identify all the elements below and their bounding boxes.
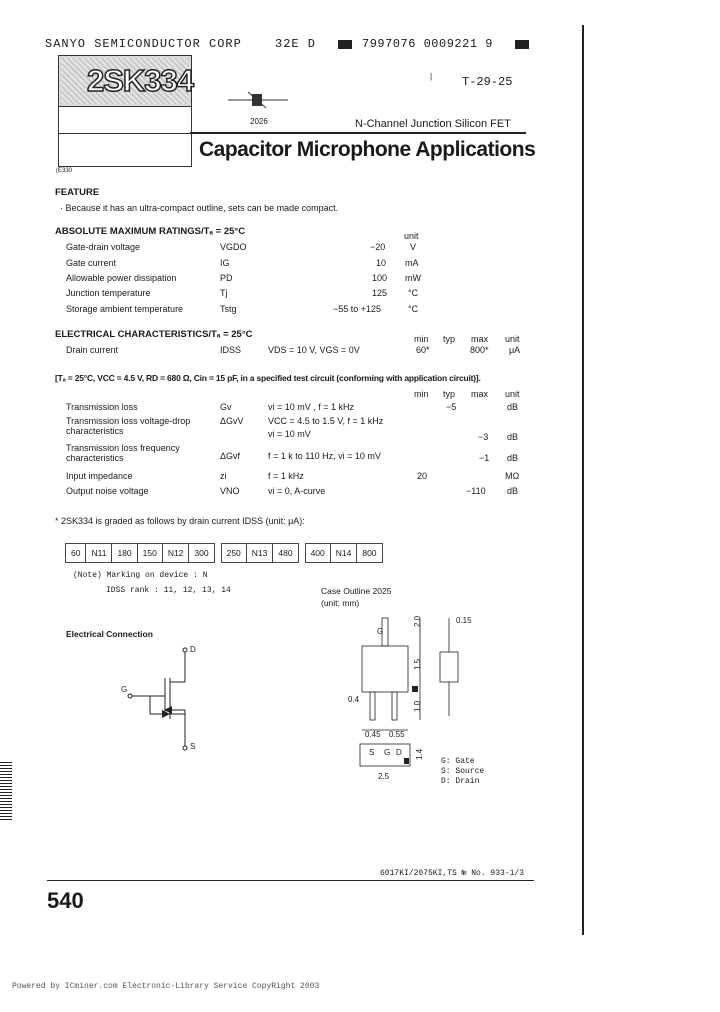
abs-max-row (0, 304, 720, 318)
feature-heading: FEATURE (55, 187, 100, 198)
value: 10 (376, 258, 387, 268)
condition: f = 1 kHz (268, 471, 304, 481)
rank-cell: 480 (273, 544, 298, 563)
rank-table (65, 543, 383, 563)
symbol: ΔGvf (220, 451, 241, 461)
min: 20 (417, 471, 428, 481)
value: −20 (370, 242, 386, 252)
value: 100 (372, 273, 388, 283)
col-max: max (471, 389, 489, 399)
param: Transmission loss (66, 402, 138, 412)
param: Gate-drain voltage (66, 242, 141, 252)
scan-edge-mark (0, 760, 12, 820)
doc-number: 7997076 0009221 9 (362, 37, 493, 51)
powered-by: Powered by ICminer.com Electronic-Library Service CopyRight 2003 (12, 982, 320, 991)
test-condition-note: [Tₐ = 25°C, VCC = 4.5 V, RD = 680 Ω, Cin = 15 pF, in a specified test circuit (conforming with application circuit)]. (55, 373, 481, 383)
value: 125 (372, 288, 388, 298)
elec2-row (0, 416, 720, 442)
case-pin-g: G (377, 627, 384, 636)
rank-note: IDSS rank : 11, 12, 13, 14 (106, 586, 231, 595)
footer-rule (47, 880, 534, 881)
param: Gate current (66, 258, 117, 268)
part-number-box (58, 55, 192, 107)
symbol: VGDO (220, 242, 247, 252)
part-number-lower-box (58, 105, 192, 134)
symbol: VNO (220, 486, 240, 496)
symbol: Tj (220, 288, 228, 298)
barcode-mark (338, 40, 352, 49)
case-dim: 0.15 (456, 616, 472, 625)
rank-cell: 300 (189, 544, 214, 563)
param: Output noise voltage (66, 486, 149, 496)
package-label: 2026 (250, 117, 268, 126)
value: −55 to +125 (333, 304, 382, 314)
symbol: Gv (220, 402, 232, 412)
rank-cell: N11 (86, 544, 112, 563)
case-dim: 1.4 (415, 748, 424, 760)
symbol: zi (220, 471, 227, 481)
feature-item: · Because it has an ultra-compact outline, sets can be made compact. (60, 203, 339, 213)
rank-cell: N13 (246, 544, 273, 563)
rank-cell: 180 (112, 544, 137, 563)
small-ref: (E330 (56, 168, 73, 174)
max: −1 (479, 453, 490, 463)
company-name: SANYO SEMICONDUCTOR CORP (45, 37, 242, 51)
elec2-row (0, 471, 720, 485)
case-dim: 0.45 (365, 730, 381, 739)
rank-cell: N12 (162, 544, 189, 563)
rank-cell: 150 (137, 544, 162, 563)
condition: vi = 0, A-curve (268, 486, 326, 496)
condition: vi = 10 mV , f = 1 kHz (268, 402, 355, 412)
case-title: Case Outline 2025 (321, 586, 392, 596)
marking-note: (Note) Marking on device : N (73, 571, 208, 580)
abs-max-unit-header: unit (404, 231, 419, 241)
package-symbol-icon (228, 88, 288, 112)
unit: °C (408, 304, 419, 314)
case-dim: 0.4 (348, 695, 360, 704)
rank-cell: 400 (305, 544, 330, 563)
symbol: IG (220, 258, 230, 268)
col-min: min (414, 389, 429, 399)
min: 60* (416, 345, 430, 355)
symbol: PD (220, 273, 233, 283)
unit: mW (405, 273, 421, 283)
symbol: Tstg (220, 304, 237, 314)
elec-heading: ELECTRICAL CHARACTERISTICS/Tₐ = 25°C (55, 329, 253, 340)
unit: mA (405, 258, 419, 268)
param: Junction temperature (66, 288, 151, 298)
header-code: 32E D (275, 37, 317, 51)
part-number-label-box (58, 133, 192, 167)
max: −3 (478, 432, 489, 442)
condition: VCC = 4.5 to 1.5 V, f = 1 kHz (268, 416, 384, 426)
grading-text: * 2SK334 is graded as follows by drain current IDSS (unit: μA): (55, 516, 305, 526)
typ: −5 (446, 402, 457, 412)
col-typ: typ (443, 389, 456, 399)
condition: VDS = 10 V, VGS = 0V (268, 345, 360, 355)
col-min: min (414, 334, 429, 344)
col-unit: unit (505, 334, 520, 344)
param: Allowable power dissipation (66, 273, 177, 283)
footer-code: 6017KI/2075KI,TS № No. 933-1/3 (380, 869, 525, 878)
page-number: 540 (47, 888, 84, 913)
condition: f = 1 k to 110 Hz, vi = 10 mV (268, 451, 381, 461)
case-dim: 1.0 (413, 700, 422, 712)
unit: dB (507, 432, 519, 442)
col-typ: typ (443, 334, 456, 344)
case-dim: 2.0 (413, 615, 422, 627)
abs-max-row (0, 288, 720, 302)
rank-cell: 250 (221, 544, 246, 563)
param: Drain current (66, 345, 119, 355)
case-pin-g2: G (384, 748, 391, 757)
connection-heading: Electrical Connection (66, 629, 153, 639)
elec2-row (0, 486, 720, 500)
abs-max-heading: ABSOLUTE MAXIMUM RATINGS/Tₐ = 25°C (55, 226, 246, 237)
param-line2: characteristics (66, 426, 124, 436)
header-rule (190, 132, 526, 134)
condition-line2: vi = 10 mV (268, 429, 311, 439)
abs-max-row (0, 258, 720, 272)
elec2-column-headers (0, 389, 720, 403)
barcode-mark (515, 40, 529, 49)
pin-label-source: S (190, 742, 196, 751)
symbol: ΔGvV (220, 416, 244, 426)
pin-label-gate: G (121, 685, 128, 694)
case-pin-d: D (396, 748, 402, 757)
case-legend-source: S: Source (441, 767, 485, 776)
rank-cell: N14 (330, 544, 357, 563)
param-line2: characteristics (66, 453, 124, 463)
unit: dB (507, 486, 519, 496)
pin-label-drain: D (190, 645, 196, 654)
max: −110 (466, 486, 486, 496)
rank-cell: 800 (357, 544, 382, 563)
case-dim: 2.5 (378, 772, 390, 781)
part-number: 2SK334 (87, 63, 194, 98)
param: Transmission loss frequency (66, 443, 180, 453)
device-type: N-Channel Junction Silicon FET (355, 118, 511, 130)
col-unit: unit (505, 389, 520, 399)
max: 800* (470, 345, 489, 355)
page-title: Capacitor Microphone Applications (199, 138, 536, 161)
unit: dB (507, 453, 519, 463)
param: Transmission loss voltage-drop (66, 416, 191, 426)
unit: °C (408, 288, 419, 298)
unit: dB (507, 402, 519, 412)
unit: V (410, 242, 417, 252)
elec2-row (0, 402, 720, 416)
param: Input impedance (66, 471, 133, 481)
abs-max-row (0, 273, 720, 287)
unit: μA (509, 345, 521, 355)
elec2-row (0, 443, 720, 463)
date-code: T-29-25 (462, 75, 513, 89)
elec-row-drain-current (0, 345, 720, 359)
case-dim: 0.55 (389, 730, 405, 739)
case-unit: (unit: mm) (321, 598, 360, 608)
case-pin-s: S (369, 748, 375, 757)
col-max: max (471, 334, 489, 344)
symbol: IDSS (220, 345, 242, 355)
case-legend-gate: G: Gate (441, 757, 475, 766)
abs-max-row (0, 242, 720, 256)
unit: MΩ (505, 471, 520, 481)
rank-cell: 60 (66, 544, 86, 563)
case-dim: 1.5 (413, 658, 422, 670)
param: Storage ambient temperature (66, 304, 184, 314)
connection-schematic (110, 640, 220, 760)
case-legend-drain: D: Drain (441, 777, 480, 786)
